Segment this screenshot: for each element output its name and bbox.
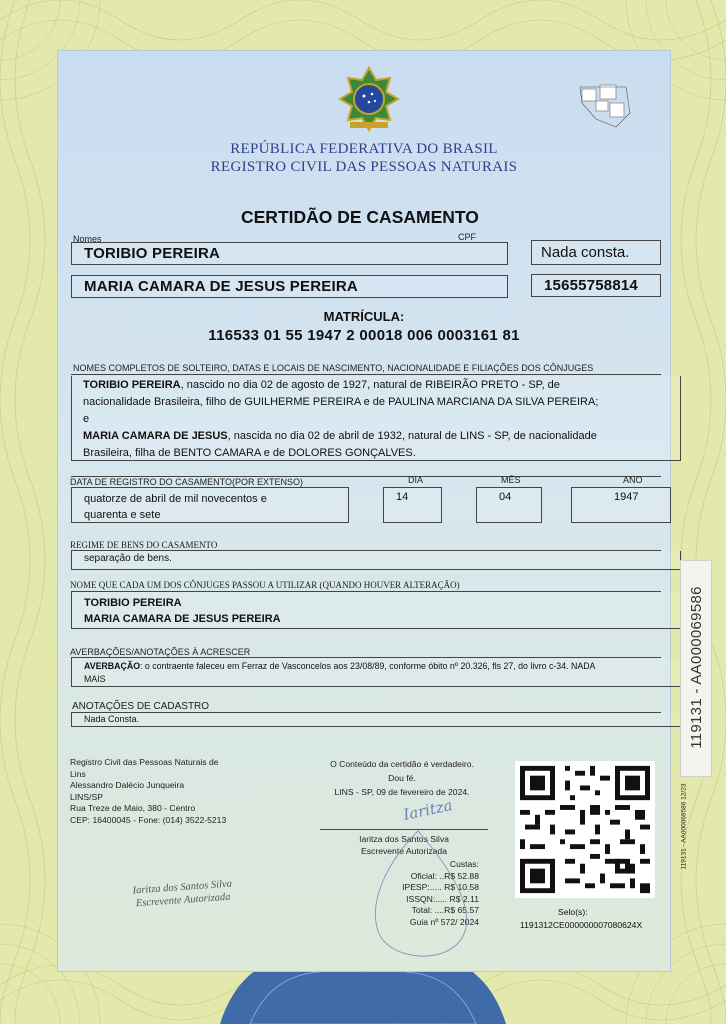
attestation-line3: LINS - SP, 09 de fevereiro de 2024. (334, 787, 470, 797)
side-serial-strip (680, 560, 712, 777)
cost-issqn: ISSQN:..... R$ 2.11 (406, 893, 479, 904)
stamp-name: Iaritza dos Santos Silva (132, 878, 233, 897)
day-label: DIA (408, 475, 424, 485)
office-line5: Rua Treze de Maio, 380 - Centro (70, 803, 196, 813)
annotations-box (71, 658, 681, 687)
spouses-details-text (83, 377, 673, 462)
spouse2-line1: MARIA CAMARA DE JESUS, nascida no dia 02 de abril de 1932, natural de LINS - SP, de nacionalidade (83, 430, 597, 442)
registration-date-text-field (71, 487, 349, 523)
matricula-label: MATRÍCULA: (323, 309, 405, 324)
new-names-box (71, 592, 681, 629)
month-label: MÊS (501, 475, 521, 485)
cost-total: Total: ....R$ 65.57 (411, 905, 479, 915)
spouse1-line2: nacionalidade Brasileira, filho de GUILHERME PEREIRA e de PAULINA MARCIANA DA SILVA PEREIRA; (83, 396, 599, 408)
new-names-label: NOME QUE CADA UM DOS CÔNJUGES PASSOU A UTILIZAR (QUANDO HOUVER ALTERAÇÃO) (70, 580, 460, 590)
spouses-details-label: NOMES COMPLETOS DE SOLTEIRO, DATAS E LOCAIS DE NASCIMENTO, NACIONALIDADE E FILIAÇÕES DOS CÔNJUGES (73, 363, 594, 373)
certificate-title: CERTIDÃO DE CASAMENTO (241, 207, 479, 227)
month-field (476, 487, 542, 523)
regime-box (71, 551, 681, 570)
spouse1-name-field (71, 242, 508, 265)
annotation-line2: MAIS (84, 674, 106, 684)
office-line3: Alessandro Dalécio Junqueira (70, 780, 185, 790)
cost-ipesp: IPESP:..... R$ 10.58 (402, 882, 479, 892)
attestation (302, 757, 502, 799)
spouse1-line1: TORIBIO PEREIRA, nascido no dia 02 de agosto de 1927, natural de RIBEIRÃO PRETO - SP, de (83, 379, 560, 391)
registration-date-text (84, 491, 267, 523)
cpf2-value: 15655758814 (544, 277, 638, 294)
qr-side-code (673, 755, 687, 905)
names-label: Nomes (73, 234, 102, 244)
office-line2: Lins (70, 768, 86, 779)
year-field (571, 487, 671, 523)
regime-label: REGIME DE BENS DO CASAMENTO (70, 540, 218, 550)
cost-oficial: Oficial: ..R$ 52.88 (410, 870, 479, 881)
signer-stamp (132, 878, 233, 911)
handwritten-signature: Iaritza (401, 796, 455, 824)
cadastro-label: ANOTAÇÕES DE CADASTRO (72, 701, 210, 712)
office-line4: LINS/SP (70, 791, 103, 802)
spouse2-name: MARIA CAMARA DE JESUS PEREIRA (84, 278, 358, 295)
new-names-list (84, 595, 281, 627)
cpf1-value: Nada consta. (541, 244, 630, 261)
qr-side-text: 119131 - AA000069586 12/23 (680, 783, 688, 870)
year-label: ANO (623, 475, 643, 485)
stamp-role: Escrevente Autorizada (135, 891, 231, 910)
signature-flourish (358, 821, 488, 971)
spouse1-name: TORIBIO PEREIRA (84, 245, 221, 262)
office-info (70, 757, 226, 826)
attestation-line2: Dou fé. (388, 773, 416, 783)
details-divider (71, 374, 661, 375)
new-name-spouse2: MARIA CAMARA DE JESUS PEREIRA (84, 613, 281, 625)
office-line1: Registro Civil das Pessoas Naturais de (70, 757, 219, 767)
annotation-line1: AVERBAÇÃO: o contraente faleceu em Ferraz de Vasconcelos aos 23/08/89, conforme óbito nº 20.326, fls 27, do livro c-34. NADA (84, 661, 596, 671)
cpf2-field (531, 274, 661, 297)
month-value: 04 (499, 491, 512, 503)
date-text-line2: quarenta e sete (84, 509, 161, 521)
spouse2-line2: Brasileira, filha de BENTO CAMARA e de DOLORES GONÇALVES. (83, 447, 416, 459)
annotations-label: AVERBAÇÕES/ANOTAÇÕES À ACRESCER (70, 647, 251, 657)
qr-code-icon (515, 761, 655, 898)
cpf-label: CPF (458, 232, 476, 242)
signer-name: Iaritza dos Santos Silva (359, 834, 449, 844)
republic-heading: REPÚBLICA FEDERATIVA DO BRASIL (230, 141, 498, 157)
attestation-line1: O Conteúdo da certidão é verdadeiro. (330, 759, 474, 769)
cadastro-value: Nada Consta. (84, 714, 140, 724)
seal-value: 1191312CE000000007080624X (520, 920, 643, 930)
cost-guia: Guia nº 572/ 2024 (409, 916, 479, 927)
date-text-line1: quatorze de abril de mil novecentos e (84, 493, 267, 505)
qr-code (515, 761, 655, 898)
seal-label: Selo(s): (558, 907, 588, 917)
costs-label: Custas: (449, 859, 479, 869)
registry-heading: REGISTRO CIVIL DAS PESSOAS NATURAIS (210, 159, 518, 175)
registration-date-label: DATA DE REGISTRO DO CASAMENTO(POR EXTENSO) (70, 477, 304, 487)
office-line6: CEP: 16400045 - Fone: (014) 3522-5213 (70, 814, 227, 825)
certificate-paper (57, 50, 688, 972)
matricula-value: 116533 01 55 1947 2 00018 006 0003161 81 (208, 327, 520, 344)
day-field (383, 487, 442, 523)
connector: e (83, 413, 90, 425)
year-value: 1947 (614, 491, 639, 503)
coat-of-arms-emblem (336, 66, 402, 132)
brazil-map-emblem (576, 83, 634, 129)
signer-role: Escrevente Autorizada (361, 846, 447, 856)
cadastro-box (71, 713, 681, 727)
cpf1-field (531, 240, 661, 265)
side-serial-text: 119131 - AA000069586 (688, 586, 705, 749)
regime-value: separação de bens. (84, 553, 172, 564)
new-name-spouse1: TORIBIO PEREIRA (84, 597, 182, 609)
spouse2-name-field (71, 275, 508, 298)
day-value: 14 (396, 491, 409, 503)
annotations-text (84, 660, 674, 686)
